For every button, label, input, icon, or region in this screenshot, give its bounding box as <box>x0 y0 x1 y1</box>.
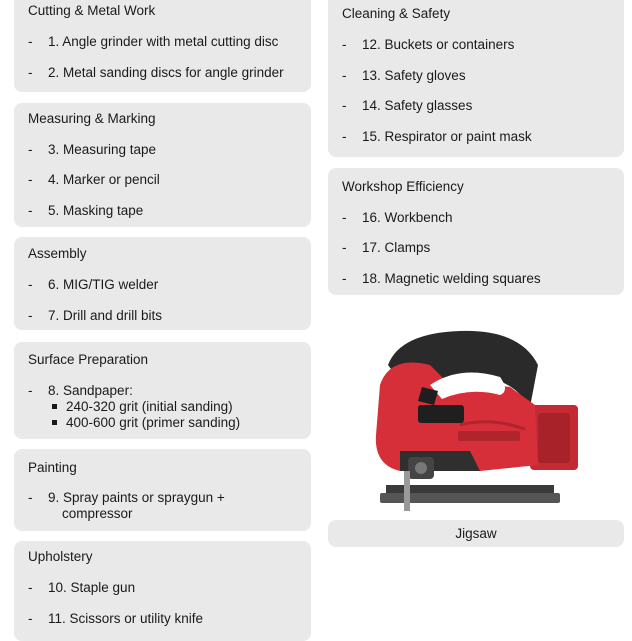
section-cleaning <box>328 0 624 157</box>
sub-list-item: 240-320 grit (initial sanding) <box>52 399 233 414</box>
sub-list-item: 400-600 grit (primer sanding) <box>52 415 240 430</box>
list-item: - 14. Safety glasses <box>342 98 473 113</box>
list-item: - 5. Masking tape <box>28 203 144 218</box>
list-item: - 9. Spray paints or spraygun + <box>28 490 225 505</box>
section-title: Cleaning & Safety <box>342 6 451 21</box>
list-item: - 13. Safety gloves <box>342 68 466 83</box>
section-title: Upholstery <box>28 549 93 564</box>
section-title: Surface Preparation <box>28 352 149 367</box>
list-item: - 10. Staple gun <box>28 580 136 595</box>
list-item: - 18. Magnetic welding squares <box>342 271 541 286</box>
section-title: Workshop Efficiency <box>342 179 464 194</box>
section-workshop <box>328 168 624 295</box>
section-title: Measuring & Marking <box>28 111 156 126</box>
list-item: - 7. Drill and drill bits <box>28 308 163 323</box>
section-measuring <box>14 103 311 227</box>
section-painting <box>14 449 311 531</box>
section-title: Assembly <box>28 246 87 261</box>
list-item-continuation: compressor <box>62 506 133 521</box>
jigsaw-tool-icon <box>360 325 590 520</box>
section-surface <box>14 342 311 439</box>
bullet-icon <box>52 404 57 409</box>
list-item: - 6. MIG/TIG welder <box>28 277 159 292</box>
list-item: - 8. Sandpaper: <box>28 383 133 398</box>
list-item: - 15. Respirator or paint mask <box>342 129 532 144</box>
section-title: Cutting & Metal Work <box>28 3 156 18</box>
list-item: - 12. Buckets or containers <box>342 37 515 52</box>
list-item: - 1. Angle grinder with metal cutting disc <box>28 34 279 49</box>
bullet-icon <box>52 420 57 425</box>
image-caption-card <box>328 520 624 547</box>
list-item: - 3. Measuring tape <box>28 142 157 157</box>
section-cutting <box>14 0 311 92</box>
section-upholstery <box>14 541 311 641</box>
list-item: - 17. Clamps <box>342 240 431 255</box>
section-title: Painting <box>28 460 77 475</box>
list-item: - 2. Metal sanding discs for angle grinder <box>28 65 284 80</box>
list-item: - 16. Workbench <box>342 210 453 225</box>
list-item: - 11. Scissors or utility knife <box>28 611 204 626</box>
image-caption: Jigsaw <box>455 526 497 541</box>
list-item: - 4. Marker or pencil <box>28 172 160 187</box>
section-assembly <box>14 237 311 330</box>
